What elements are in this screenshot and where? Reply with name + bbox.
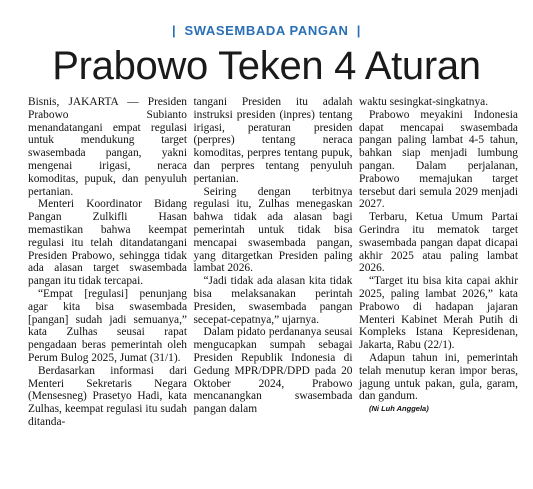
article-column-3 [359,96,518,476]
article-column-2 [194,96,353,476]
rubric-divider-left: | [172,23,177,38]
paragraph: Dalam pidato perdananya seusai mengucapkan sumpah sebagai Presiden Republik Indonesia di Gedung MPR/DPR/DPD pada 20 Oktober 2024, Prabowo mencanangkan swasembada pangan dalam [193,326,353,416]
paragraph: Berdasarkan informasi dari Menteri Sekretaris Negara (Mensesneg) Prasetyo Hadi, kata Zulhas, keempat regulasi itu sudah ditanda- [28,364,187,428]
paragraph: Menteri Koordinator Bidang Pangan Zulkifli Hasan memastikan bahwa keempat regulasi itu telah ditandatangani Presiden Prabowo, sehingga tidak ada alasan target swasembada pangan itu tidak tercapai. [28,198,187,288]
paragraph: Bisnis, JAKARTA — Presiden Prabowo Subianto menandatangani empat regulasi untuk mendukung target swasembada pangan, yakni mengenai irigasi, neraca komoditas, pupuk, dan penyuluh pertanian. [28,96,187,198]
author-byline: (Ni Luh Anggela) [369,404,429,414]
paragraph: Seiring dengan terbitnya regulasi itu, Zulhas menegaskan bahwa tidak ada alasan bagi pemerintah untuk tidak bisa mencapai swasembada pangan, yang ditargetkan Presiden paling lambat 2026. [193,185,353,275]
article-body [28,96,518,476]
paragraph: “Empat [regulasi] penunjang agar kita bisa swasembada [pangan] sudah jadi semuanya,” kata Zulhas seusai rapat pengadaan beras pemerintah oleh Perum Bulog 2025, Jumat (31/1). [28,287,187,364]
paragraph: Terbaru, Ketua Umum Partai Gerindra itu mematok target swasembada pangan dapat dicapai akhir 2025 atau paling lambat 2026. [359,211,518,275]
paragraph: “Jadi tidak ada alasan kita tidak bisa melaksanakan perintah Presiden, swasembada pangan secepat-cepatnya,” ujarnya. [193,275,353,326]
paragraph: waktu sesingkat-singkatnya. [359,96,489,108]
rubric-label: SWASEMBADA PANGAN [184,23,349,38]
article-headline: Prabowo Teken 4 Aturan [52,44,481,88]
article-column-1 [28,96,187,476]
paragraph: “Target itu bisa kita capai akhir 2025, paling lambat 2026,” kata Prabowo di hadapan jajaran Menteri Kabinet Merah Putih di Kompleks Istana Kepresidenan, Jakarta, Rabu (22/1). [359,275,518,352]
paragraph: Adapun tahun ini, pemerintah telah menutup keran impor beras, jagung untuk pakan, gula, garam, dan gandum. [359,351,518,403]
paragraph: tangani Presiden itu adalah instruksi presiden (inpres) tentang irigasi, peraturan presiden (perpres) tentang neraca komoditas, perpres tentang pupuk, dan perpres tentang penyuluh pertanian. [193,96,353,185]
rubric-divider-right: | [356,23,361,38]
section-rubric [0,23,533,38]
paragraph: Prabowo meyakini Indonesia dapat mencapai swasembada pangan paling lambat 4-5 tahun, bahkan siap menjadi lumbung pangan. Dalam perjalanan, Prabowo memajukan target tersebut dari semula 2029 menjadi 2027. [359,108,518,211]
